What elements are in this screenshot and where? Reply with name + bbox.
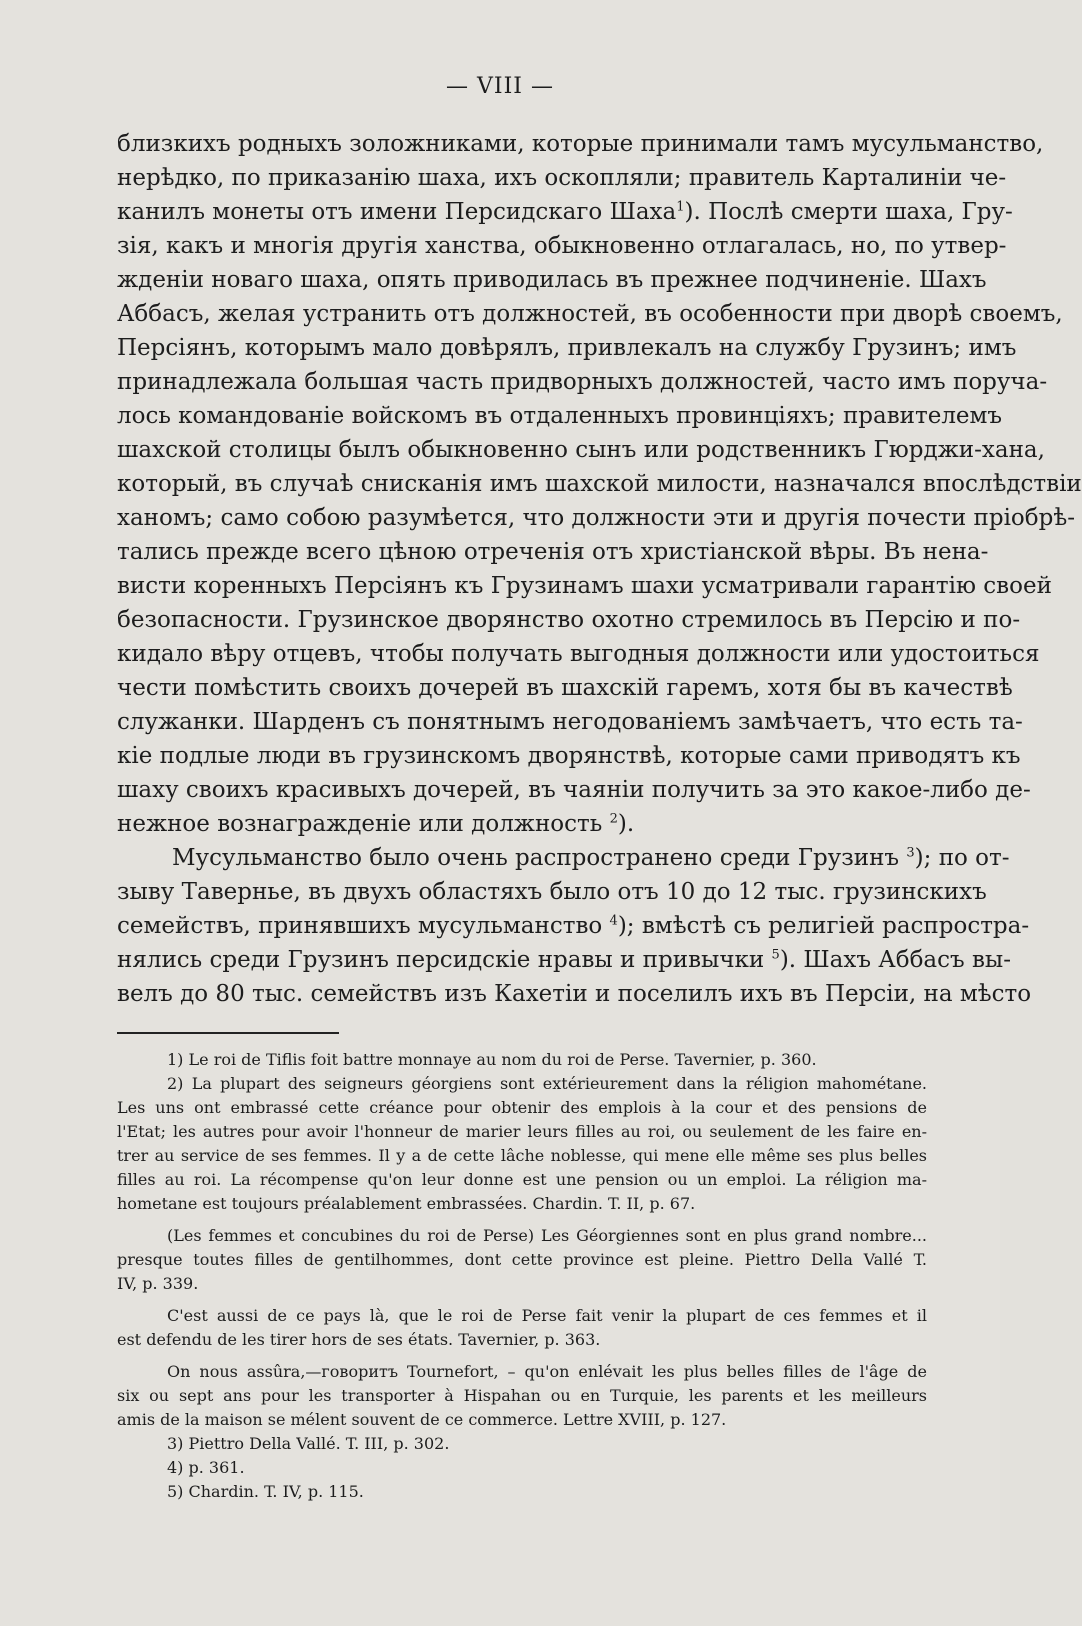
footnote-line: 2) La plupart des seigneurs géorgiens sont extérieurement dans la réligion mahométane. (167, 1074, 927, 1093)
main-text (117, 127, 1082, 1011)
text-line: близкихъ родныхъ золожниками, которые принимали тамъ мусульманство, (117, 131, 1044, 157)
text-line: Персіянъ, которымъ мало довѣрялъ, привлекалъ на службу Грузинъ; имъ (117, 335, 1017, 361)
text-line: зія, какъ и многія другія ханства, обыкновенно отлагалась, но, по утвер- (117, 233, 1007, 259)
text-line: служанки. Шарденъ съ понятнымъ негодованіемъ замѣчаетъ, что есть та- (117, 709, 1023, 735)
text-line: нерѣдко, по приказанію шаха, ихъ оскопляли; правитель Карталиніи че- (117, 165, 1007, 191)
text-line: кіе подлые люди въ грузинскомъ дворянствѣ, которые сами приводятъ къ (117, 743, 1021, 769)
footnote-marker: 2 (609, 811, 618, 827)
footnote-line: filles au roi. La récompense qu'on leur donne est une pension ou un emploi. La réligion ma- (117, 1170, 927, 1189)
text-line: жденіи новаго шаха, опять приводилась въ прежнее подчиненіе. Шахъ (117, 267, 987, 293)
footnote-line: amis de la maison se mélent souvent de ce commerce. Lettre XVIII, p. 127. (117, 1410, 727, 1429)
footnote-marker: 3 (906, 845, 915, 861)
footnote-line: trer au service de ses femmes. Il y a de cette lâche noblesse, qui mene elle même ses plus belles (117, 1146, 927, 1165)
footnote-line: six ou sept ans pour les transporter à Hispahan ou en Turquie, les parents et les meilleurs (117, 1386, 927, 1405)
text-line: Аббасъ, желая устранить отъ должностей, въ особенности при дворѣ своемъ, (117, 301, 1063, 327)
text-line: лось командованіе войскомъ въ отдаленныхъ провинціяхъ; правителемъ (117, 403, 1003, 429)
footnote-line: IV, p. 339. (117, 1274, 199, 1293)
footnote-marker: 5 (771, 947, 780, 963)
footnote-line: C'est aussi de ce pays là, que le roi de Perse fait venir la plupart de ces femmes et il (167, 1306, 927, 1325)
text-line: семействъ, принявшихъ мусульманство $^4$); вмѣстѣ съ религіей распростра- (117, 913, 1030, 939)
text-line: висти коренныхъ Персіянъ къ Грузинамъ шахи усматривали гарантію своей (117, 573, 1052, 599)
footnote-line: est defendu de les tirer hors de ses états. Tavernier, p. 363. (117, 1330, 601, 1349)
text-line: чести помѣстить своихъ дочерей въ шахскій гаремъ, хотя бы въ качествѣ (117, 675, 1013, 701)
footnote-marker: 4 (609, 913, 618, 929)
footnote-line: 4) p. 361. (167, 1458, 245, 1477)
text-line: безопасности. Грузинское дворянство охотно стремилось въ Персію и по- (117, 607, 1021, 633)
text-line: который, въ случаѣ снисканія имъ шахской милости, назначался впослѣдствіи (117, 471, 1082, 497)
text-line: тались прежде всего цѣною отреченія отъ христіанской вѣры. Въ нена- (117, 539, 989, 565)
text-line: велъ до 80 тыс. семействъ изъ Кахетіи и поселилъ ихъ въ Персіи, на мѣсто (117, 981, 1032, 1007)
footnote-line: 3) Piettro Della Vallé. T. III, p. 302. (167, 1434, 450, 1453)
footnote-line: 1) Le roi de Tiflis foit battre monnaye au nom du roi de Perse. Tavernier, p. 360. (167, 1050, 817, 1069)
footnotes (117, 1048, 927, 1504)
page-number: — VIII — (446, 74, 554, 99)
text-line: Мусульманство было очень распространено среди Грузинъ $^3$); по от- (172, 845, 1010, 871)
footnote-marker: 1 (676, 199, 685, 215)
text-line: зыву Тавернье, въ двухъ областяхъ было отъ 10 до 12 тыс. грузинскихъ (117, 879, 987, 905)
footnote-rule (117, 1032, 339, 1034)
text-line: нежное вознагражденіе или должность $^2$). (117, 811, 635, 837)
text-line: шаху своихъ красивыхъ дочерей, въ чаяніи получить за это какое-либо де- (117, 777, 1031, 803)
text-line: кидало вѣру отцевъ, чтобы получать выгодныя должности или удостоиться (117, 641, 1040, 667)
footnote-line: l'Etat; les autres pour avoir l'honneur de marier leurs filles au roi, ou seulement de les faire en- (117, 1122, 927, 1141)
footnote-line: hometane est toujours préalablement embrassées. Chardin. T. II, p. 67. (117, 1194, 696, 1213)
footnote-line: 5) Chardin. T. IV, p. 115. (167, 1482, 364, 1501)
footnote-line: Les uns ont embrassé cette créance pour obtenir des emplois à la cour et des pensions de (117, 1098, 927, 1117)
text-line: ханомъ; само собою разумѣется, что должности эти и другія почести пріобрѣ- (117, 505, 1075, 531)
text-line: канилъ монеты отъ имени Персидскаго Шаха$^1$). Послѣ смерти шаха, Гру- (117, 199, 1013, 225)
footnote-line: presque toutes filles de gentilhommes, dont cette province est pleine. Piettro Della Vallé T. (117, 1250, 927, 1269)
text-line: принадлежала большая часть придворныхъ должностей, часто имъ поруча- (117, 369, 1048, 395)
text-line: шахской столицы былъ обыкновенно сынъ или родственникъ Гюрджи-хана, (117, 437, 1045, 463)
footnote-line: On nous assûra,—говоритъ Tournefort, – qu'on enlévait les plus belles filles de l'âge de (167, 1362, 927, 1381)
footnote-line: (Les femmes et concubines du roi de Perse) Les Géorgiennes sont en plus grand nombre... (167, 1226, 927, 1245)
text-line: нялись среди Грузинъ персидскіе нравы и привычки $^5$). Шахъ Аббасъ вы- (117, 947, 1011, 973)
